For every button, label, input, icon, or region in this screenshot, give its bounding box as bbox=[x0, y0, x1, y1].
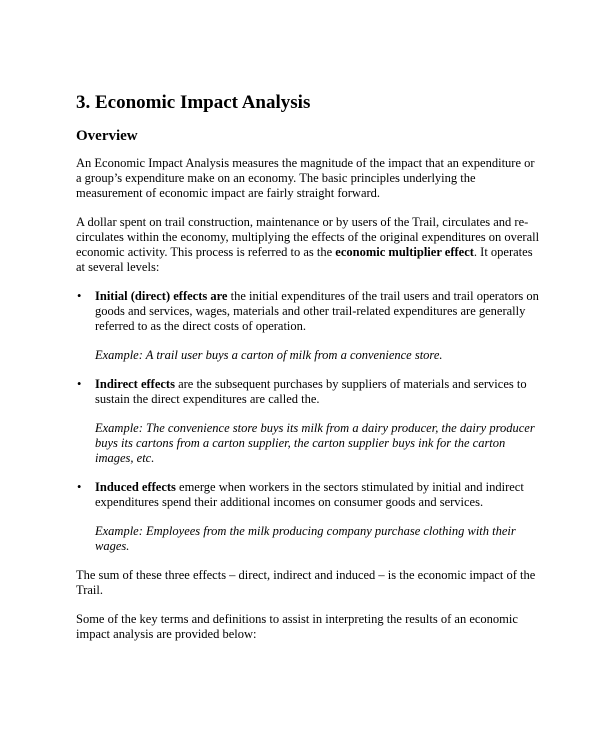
effects-list bbox=[76, 289, 540, 554]
bullet-example: Example: Employees from the milk producing company purchase clothing with their wages. bbox=[95, 524, 516, 553]
list-item-direct-effects bbox=[76, 289, 540, 363]
section-title: 3. Economic Impact Analysis bbox=[76, 92, 311, 113]
summary-paragraph: The sum of these three effects – direct, indirect and induced – is the economic impact of the Trail. bbox=[76, 568, 536, 597]
bullet-term: Initial (direct) effects are bbox=[95, 289, 228, 303]
bullet-icon: • bbox=[77, 289, 82, 303]
bullet-icon: • bbox=[77, 377, 82, 391]
list-item-induced-effects bbox=[76, 480, 540, 554]
bullet-text: emerge when workers in the sectors stimulated by initial and indirect expenditures spend their additional incomes on consumer goods and services. bbox=[95, 480, 524, 509]
bullet-paragraph bbox=[95, 480, 540, 510]
bullet-term: Induced effects bbox=[95, 480, 176, 494]
multiplier-text-start: A dollar spent on trail construction, maintenance or by users of the Trail, circulates and re-circulates within the economy, multiplying the effects of the original expenditures on overall economic activity. This process is referred to as the bbox=[76, 215, 540, 259]
bullet-paragraph bbox=[95, 289, 540, 334]
bullet-text: are the subsequent purchases by suppliers of materials and services to sustain the direct expenditures are called the. bbox=[95, 377, 527, 406]
bullet-icon: • bbox=[77, 480, 82, 494]
bullet-term: Indirect effects bbox=[95, 377, 175, 391]
bullet-example: Example: A trail user buys a carton of milk from a convenience store. bbox=[95, 348, 443, 362]
list-item-indirect-effects bbox=[76, 377, 540, 466]
bullet-example: Example: The convenience store buys its milk from a dairy producer, the dairy producer buys its cartons from a carton supplier, the carton supplier buys ink for the carton images, etc. bbox=[95, 421, 535, 465]
bullet-paragraph bbox=[95, 377, 540, 407]
multiplier-text-end: . It operates at several levels: bbox=[76, 245, 533, 274]
key-terms-paragraph: Some of the key terms and definitions to assist in interpreting the results of an economic impact analysis are provided below: bbox=[76, 612, 518, 641]
multiplier-paragraph bbox=[76, 215, 540, 275]
section-subtitle: Overview bbox=[76, 128, 138, 144]
intro-paragraph: An Economic Impact Analysis measures the magnitude of the impact that an expenditure or a group’s expenditure make on an economy. The basic principles underlying the measurement of economic impact are fairly straight forward. bbox=[76, 156, 535, 200]
multiplier-term: economic multiplier effect bbox=[335, 245, 474, 259]
bullet-text: the initial expenditures of the trail users and trail operators on goods and services, wages, materials and other trail-related expenditures are generally referred to as the direct costs of operation. bbox=[95, 289, 539, 333]
